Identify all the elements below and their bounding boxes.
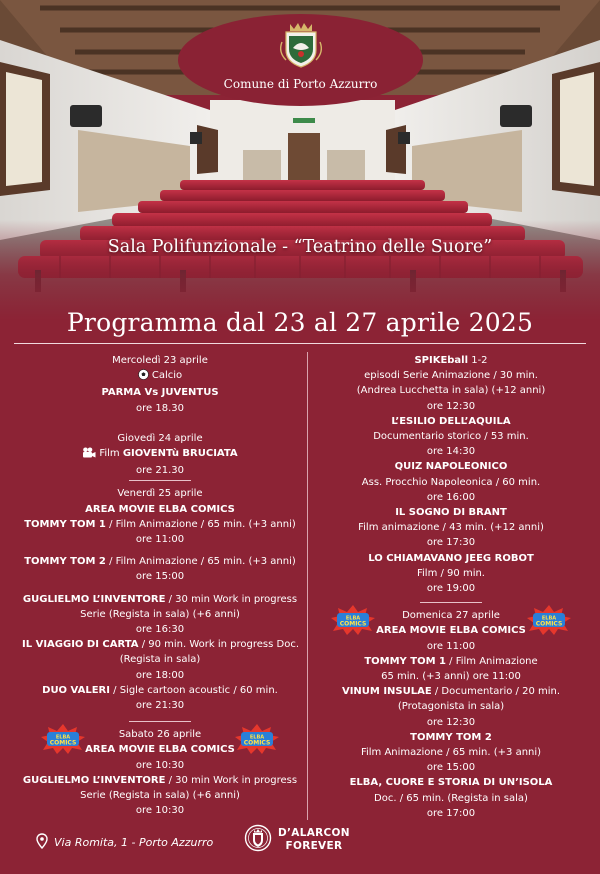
film-camera-icon <box>82 447 96 463</box>
svg-text:COMICS: COMICS <box>49 739 77 747</box>
area-title: AREA MOVIE ELBA COMICS <box>376 625 526 637</box>
event-title: TOMMY TOM 2 <box>410 731 492 743</box>
svg-text:ELBA: ELBA <box>249 734 265 741</box>
logo-line-1: D’ALARCON <box>278 827 350 839</box>
event-time: ore 21:30 <box>135 700 185 712</box>
event-desc: Film animazione / 43 min. (+12 anni) <box>358 522 544 534</box>
event-desc: Ass. Procchio Napoleonica / 60 min. <box>361 476 541 488</box>
event-time: ore 19:00 <box>426 583 476 595</box>
event-line: VINUM INSULAE / Documentario / 20 min. <box>341 686 561 698</box>
event-desc: Film Animazione / 65 min. (+3 anni) <box>360 747 542 759</box>
venue-address: Via Romita, 1 - Porto Azzurro <box>36 833 213 852</box>
event-desc: episodi Serie Animazione / 30 min. <box>364 370 538 382</box>
event-line: GUGLIELMO L’INVENTORE / 30 min Work in progress <box>22 774 298 786</box>
event-line: GUGLIELMO L’INVENTORE / 30 min Work in progress <box>22 593 298 605</box>
event-desc: Serie (Regista in sala) (+6 anni) <box>80 790 240 802</box>
event-line: IL VIAGGIO DI CARTA / 90 min. Work in progress Doc. <box>22 639 299 651</box>
event-desc: (Protagonista in sala) <box>397 701 505 713</box>
event-category: Film GIOVENTù BRUCIATA <box>22 446 298 463</box>
event-title: QUIZ NAPOLEONICO <box>394 461 508 473</box>
area-title: AREA MOVIE ELBA COMICS <box>85 503 235 515</box>
logo-line-2: FOREVER <box>285 840 343 852</box>
event-time: ore 17:00 <box>426 807 476 819</box>
comune-name: Comune di Porto Azzurro <box>223 77 378 91</box>
event-time: ore 17:30 <box>426 537 476 549</box>
event-title: IL SOGNO DI BRANT <box>395 507 507 519</box>
event-title: L’ESILIO DELL’AQUILA <box>391 415 511 427</box>
event-time: ore 11:00 <box>135 534 185 546</box>
venue-title: Sala Polifunzionale - “Teatrino delle Suore” <box>107 237 493 257</box>
svg-text:ELBA: ELBA <box>55 734 71 741</box>
event-title: LO CHIAMAVANO JEEG ROBOT <box>368 552 534 564</box>
day-date: Sabato 26 aprile <box>118 729 202 741</box>
event-time: ore 21.30 <box>136 465 184 477</box>
event-line: TOMMY TOM 2 / Film Animazione / 65 min. (+3 anni) <box>24 556 296 568</box>
coat-of-arms-icon <box>276 18 326 74</box>
svg-text:ELBA: ELBA <box>345 615 361 622</box>
event-time: ore 16:00 <box>426 491 476 503</box>
soccer-ball-icon <box>138 369 149 385</box>
event-time: ore 12:30 <box>426 716 476 728</box>
title-divider <box>14 343 586 344</box>
event-time: ore 10:30 <box>135 759 185 771</box>
dalarcon-crest-icon <box>244 823 272 857</box>
event-desc: Film / 90 min. <box>417 567 485 579</box>
event-desc: Doc. / 65 min. (Regista in sala) <box>374 792 528 804</box>
event-title: PARMA Vs JUVENTUS <box>101 387 219 399</box>
elba-comics-logo-icon <box>234 723 280 760</box>
event-time: ore 15:00 <box>135 571 185 583</box>
day-separator <box>129 721 191 722</box>
svg-text:COMICS: COMICS <box>243 739 271 747</box>
schedule-left-column <box>22 353 298 818</box>
svg-text:ELBA: ELBA <box>541 615 557 622</box>
map-pin-icon <box>36 833 54 852</box>
event-time: ore 18:00 <box>135 669 185 681</box>
event-line: TOMMY TOM 1 / Film Animazione <box>364 655 538 667</box>
event-line: SPIKEball 1-2 <box>414 355 488 366</box>
dalarcon-forever-logo <box>244 823 350 857</box>
area-title: AREA MOVIE ELBA COMICS <box>85 744 235 756</box>
event-time: ore 11:00 <box>426 640 476 652</box>
svg-text:COMICS: COMICS <box>339 620 367 628</box>
event-line: TOMMY TOM 1 / Film Animazione / 65 min. (+3 anni) <box>24 518 296 530</box>
schedule-right-column <box>316 353 586 821</box>
day-date: Mercoledì 23 aprile <box>112 355 208 366</box>
day-date: Domenica 27 aprile <box>402 610 500 622</box>
elba-comics-logo-icon <box>330 604 376 641</box>
event-time: ore 16:30 <box>135 624 185 636</box>
day-separator <box>129 480 191 481</box>
elba-comics-logo-icon <box>40 723 86 760</box>
event-desc: Documentario storico / 53 min. <box>373 431 529 443</box>
event-time: ore 14:30 <box>426 446 476 458</box>
event-time: ore 18.30 <box>136 402 184 414</box>
event-time: ore 15:00 <box>426 762 476 774</box>
event-category: Calcio <box>22 368 298 385</box>
elba-comics-logo-icon <box>526 604 572 641</box>
event-time: ore 12:30 <box>426 400 476 412</box>
event-desc: (Andrea Lucchetta in sala) (+12 anni) <box>356 385 546 397</box>
day-header <box>22 727 298 757</box>
programme-title: Programma dal 23 al 27 aprile 2025 <box>66 308 534 337</box>
svg-text:COMICS: COMICS <box>535 620 563 628</box>
event-desc: Serie (Regista in sala) (+6 anni) <box>80 608 240 620</box>
event-line: DUO VALERI / Sigle cartoon acoustic / 60 min. <box>42 684 278 696</box>
column-divider <box>307 352 308 820</box>
day-date: Giovedì 24 aprile <box>117 432 203 444</box>
comune-badge <box>178 14 423 106</box>
day-separator <box>420 602 482 603</box>
day-header <box>316 608 586 638</box>
event-time: ore 10:30 <box>135 805 185 817</box>
day-date: Venerdì 25 aprile <box>117 488 203 500</box>
event-desc: (Regista in sala) <box>119 654 201 666</box>
event-title: ELBA, CUORE E STORIA DI UN’ISOLA <box>349 777 553 789</box>
event-desc: 65 min. (+3 anni) ore 11:00 <box>381 671 521 683</box>
